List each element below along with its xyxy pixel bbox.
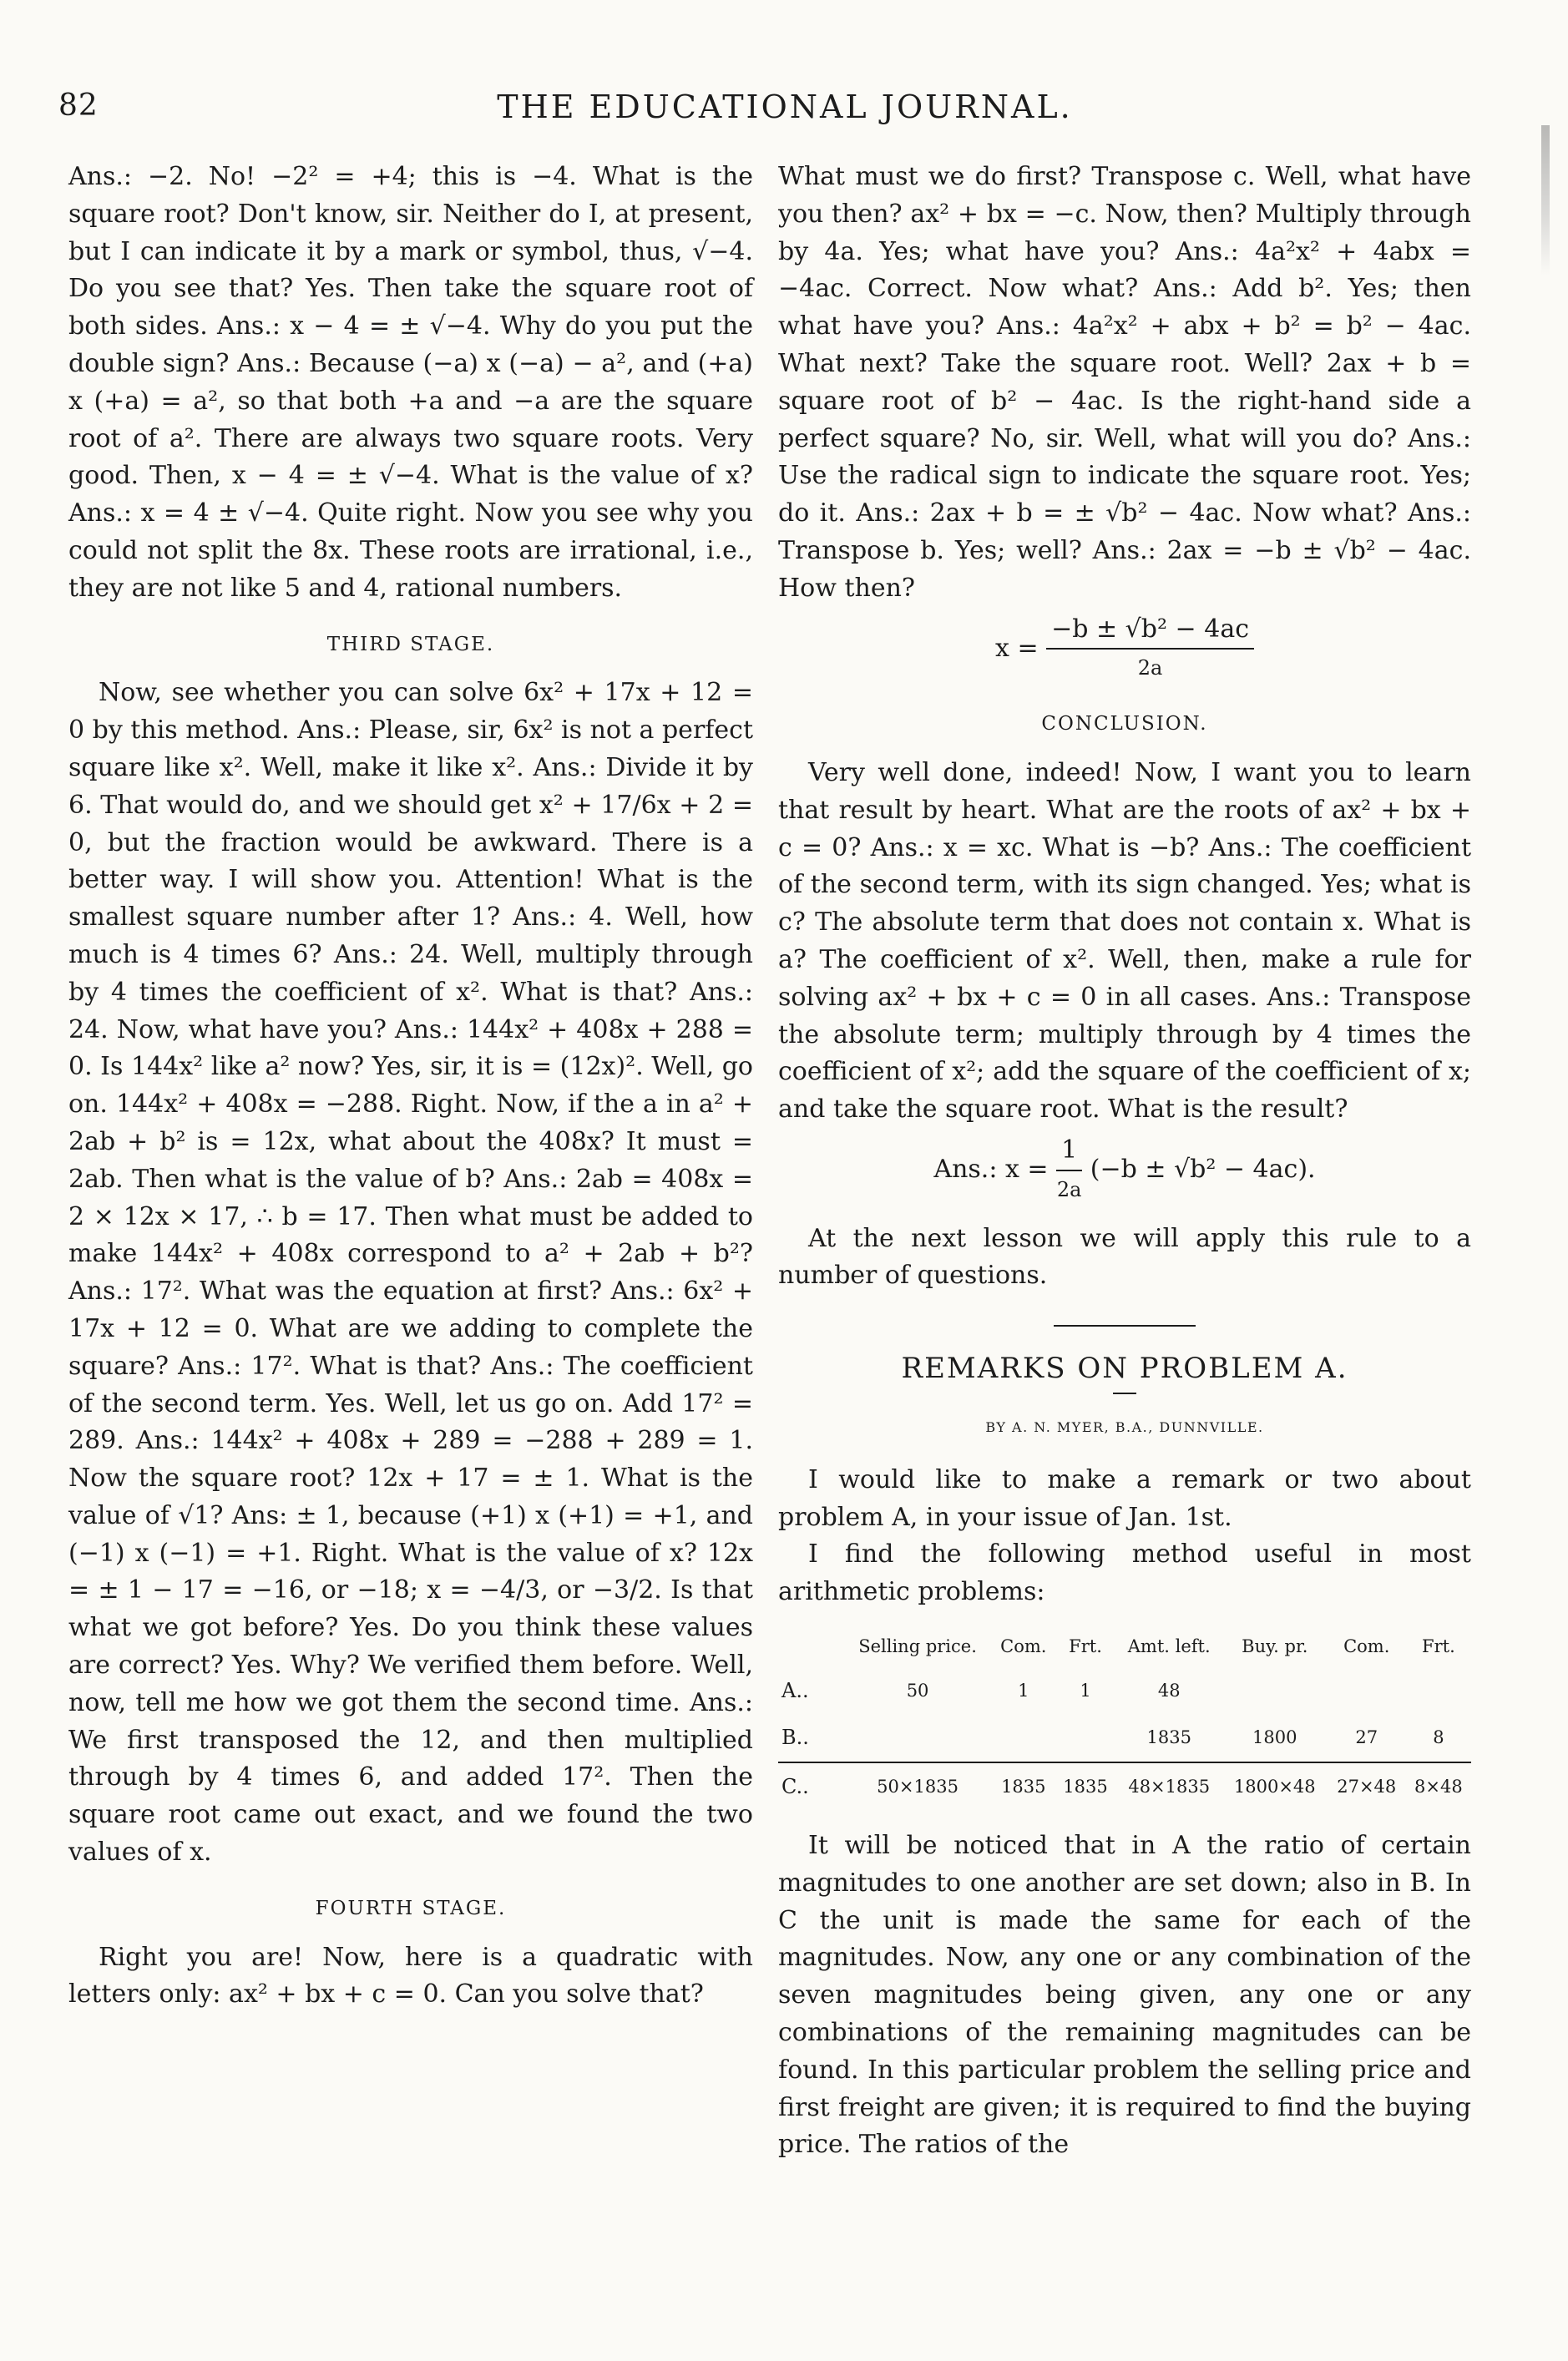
table-header: Amt. left. <box>1127 1636 1211 1656</box>
table-cell: 27 <box>1355 1727 1378 1748</box>
page-header <box>58 88 1511 139</box>
table-cell: 50×1835 <box>843 1762 992 1811</box>
fourth-stage-heading: FOURTH STAGE. <box>315 1897 507 1919</box>
table-row <box>778 1667 1471 1715</box>
table-cell: 27×48 <box>1328 1762 1406 1811</box>
table-cell: 1 <box>1018 1680 1029 1701</box>
answer-denominator: 2a <box>1056 1177 1082 1201</box>
table-cell <box>1055 1714 1115 1762</box>
page-edge-shadow <box>1541 125 1550 276</box>
table-cell: 8 <box>1433 1727 1444 1748</box>
answer-prefix: Ans.: x = <box>933 1154 1049 1184</box>
table-cell: 1800×48 <box>1222 1762 1328 1811</box>
quadratic-formula <box>778 611 1471 688</box>
table-header: Frt. <box>1422 1636 1455 1656</box>
conclusion-heading: CONCLUSION. <box>1041 713 1208 736</box>
table-cell: C.. <box>778 1762 843 1811</box>
author-byline: BY A. N. MYER, B.A., DUNNVILLE. <box>985 1418 1264 1435</box>
table-cell: B.. <box>781 1726 809 1750</box>
answer-fraction <box>1056 1132 1082 1209</box>
table-header: Com. <box>1343 1636 1390 1656</box>
table-cell: 8×48 <box>1406 1762 1471 1811</box>
remarks-title: REMARKS ON PROBLEM A. <box>901 1352 1348 1386</box>
table-cell: 48 <box>1157 1680 1181 1701</box>
answer-formula <box>778 1132 1471 1209</box>
table-header <box>778 1626 843 1667</box>
table-cell <box>1328 1667 1406 1715</box>
journal-title: THE EDUCATIONAL JOURNAL. <box>497 88 1073 125</box>
table-cell: 50 <box>906 1680 929 1701</box>
table-cell: 1800 <box>1252 1727 1297 1748</box>
table-cell: 1835 <box>992 1762 1055 1811</box>
answer-rest: (−b ± √b² − 4ac). <box>1090 1154 1316 1184</box>
dialogue-paragraph: Ans.: −2. No! −2² = +4; this is −4. What is the square root? Don't know, sir. Neither do I, at present, but I can indicate it by a mark or symbol, thus, √−4. Do you see that? Yes. Then take the square root of both sides. Ans.: x − 4 = ± √−4. Why do you put the double sign? Ans.: Because (−a) x (−a) − a², and (+a) x (+a) = a², so that both +a and −a are the square root of a². There are always two square roots. Very good. Then, x − 4 = ± √−4. What is the value of x? Ans.: x = 4 ± √−4. Quite right. Now you see why you could not split the 8x. These roots are irrational, i.e., they are not like 5 and 4, rational numbers. <box>68 162 753 603</box>
formula-lhs: x = <box>994 633 1039 663</box>
remarks-paragraph-2: I find the following method useful in most arithmetic problems: <box>778 1539 1471 1607</box>
table-row <box>778 1714 1471 1762</box>
table-cell <box>992 1714 1055 1762</box>
table-cell: 1835 <box>1146 1727 1191 1748</box>
remarks-paragraph-3: It will be noticed that in A the ratio of certain magnitudes to one another are set down; also in B. In C the unit is made the same for each of the magnitudes. Now, any one or any combination of the seven magnitudes being given, any one or any combinations of the remaining magnitudes can be found. In this particular problem the selling price and first freight are given; it is required to find the buying price. The ratios of the <box>778 1831 1471 2160</box>
table-header: Frt. <box>1069 1636 1102 1656</box>
table-cell: A.. <box>781 1678 809 1702</box>
conclusion-text: Very well done, indeed! Now, I want you to learn that result by heart. What are the roots of ax² + bx + c = 0? Ans.: x = xc. What is −b? Ans.: The coefficient of the second term, with its sign changed. Yes; what is c? The absolute term that does not contain x. What is a? The coefficient of x². Well, then, make a rule for solving ax² + bx + c = 0 in all cases. Ans.: Transpose the absolute term; multiply through by 4 times the coefficient of x²; add the square of the coefficient of x; and take the square root. What is the result? <box>778 757 1471 1125</box>
third-stage-heading: THIRD STAGE. <box>326 633 495 655</box>
fourth-stage-text: Right you are! Now, here is a quadratic with letters only: ax² + bx + c = 0. Can you solve that? <box>68 1942 753 2010</box>
table-header: Buy. pr. <box>1242 1636 1308 1656</box>
third-stage-text: Now, see whether you can solve 6x² + 17x + 12 = 0 by this method. Ans.: Please, sir, 6x² is not a perfect square like x². Well, make it like x². Ans.: Divide it by 6. That would do, and we should get x² + 17/6x + 2 = 0, but the fraction would be awkward. There is a better way. I will show you. Attention! What is the smallest square number after 1? Ans.: 4. Well, how much is 4 times 6? Ans.: 24. Well, multiply through by 4 times the coefficient of x². What is that? Ans.: 24. Now, what have you? Ans.: 144x² + 408x + 288 = 0. Is 144x² like a² now? Yes, sir, it is = (12x)². Well, go on. 144x² + 408x = −288. Right. Now, if the a in a² + 2ab + b² is = 12x, what about the 408x? It must = 2ab. Then what is the value of b? Ans.: 2ab = 408x = 2 × 12x × 17, ∴ b = 17. Then what must be added to make 144x² + 408x correspond to a² + 2ab + b²? Ans.: 17². What was the equation at first? Ans.: 6x² + 17x + 12 = 0. What are we adding to complete the square? Ans.: 17². What is that? Ans.: The coefficient of the second term. Yes. Well, let us go on. Add 17² = 289. Ans.: 144x² + 408x + 289 = −288 + 289 = 1. Now the square root? 12x + 17 = ± 1. What is the value of √1? Ans: ± 1, because (+1) x (+1) = +1, and (−1) x (−1) = +1. Right. What is the value of x? 12x = ± 1 − 17 = −16, or −18; x = −4/3, or −3/2. Is that what we got before? Yes. Do you think these values are correct? Yes. Why? We verified them before. Well, now, tell me how we got them the second time. Ans.: We first transposed the 12, and then multiplied through by 4 times 6, and added 17². Then the square root came out exact, and we found the two values of x. <box>68 678 753 1868</box>
table-cell: 1835 <box>1055 1762 1115 1811</box>
table-cell: 1 <box>1080 1680 1091 1701</box>
remarks-paragraph-1: I would like to make a remark or two about problem A, in your issue of Jan. 1st. <box>778 1464 1471 1532</box>
formula-numerator: −b ± √b² − 4ac <box>1046 611 1254 650</box>
table-header: Selling price. <box>858 1636 977 1656</box>
table-header-row <box>778 1626 1471 1667</box>
formula-denominator: 2a <box>1137 656 1163 680</box>
page-number: 82 <box>58 88 99 123</box>
table-cell <box>1222 1667 1328 1715</box>
dialogue-continued: What must we do first? Transpose c. Well, what have you then? ax² + bx = −c. Now, then? Multiply through by 4a. Yes; what have you? Ans.: 4a²x² + 4abx = −4ac. Correct. Now what? Ans.: Add b². Yes; then what have you? Ans.: 4a²x² + abx + b² = b² − 4ac. What next? Take the square root. Well? 2ax + b = square root of b² − 4ac. Is the right-hand side a perfect square? No, sir. Well, what will you do? Ans.: Use the radical sign to indicate the square root. Yes; do it. Ans.: 2ax + b = ± √b² − 4ac. Now what? Ans.: Transpose b. Yes; well? Ans.: 2ax = −b ± √b² − 4ac. How then? <box>778 162 1471 603</box>
table-header: Com. <box>1000 1636 1047 1656</box>
table-cell: 48×1835 <box>1116 1762 1222 1811</box>
table-row <box>778 1762 1471 1811</box>
ratio-table <box>778 1626 1471 1811</box>
formula-fraction <box>1046 611 1254 688</box>
left-column <box>68 159 753 2014</box>
answer-numerator: 1 <box>1056 1132 1082 1171</box>
section-divider <box>1054 1325 1196 1327</box>
title-dash <box>1113 1393 1136 1394</box>
table-cell <box>843 1714 992 1762</box>
next-lesson-text: At the next lesson we will apply this rule to a number of questions. <box>778 1223 1471 1291</box>
table-cell <box>1406 1667 1471 1715</box>
right-column <box>778 159 1471 2164</box>
